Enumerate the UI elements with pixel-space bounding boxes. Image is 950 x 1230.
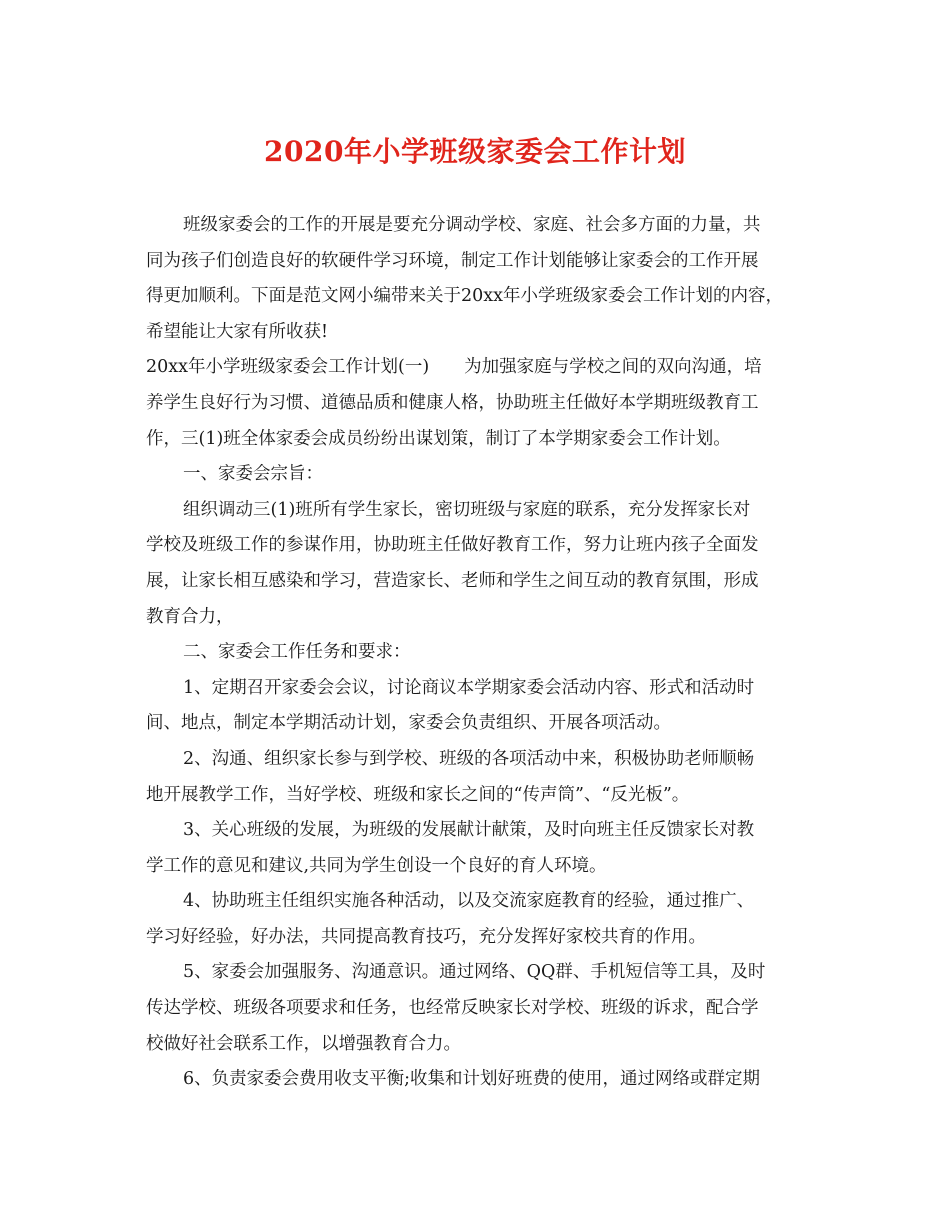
list-item-line: 学工作的意见和建议,共同为学生创设一个良好的育人环境。 xyxy=(146,855,607,876)
list-item-line: 3、关心班级的发展，为班级的发展献计献策，及时向班主任反馈家长对教 xyxy=(183,820,755,841)
body-line: 养学生良好行为习惯、道德品质和健康人格，协助班主任做好本学期班级教育工 xyxy=(146,392,759,413)
list-item-line: 间、地点，制定本学期活动计划，家委会负责组织、开展各项活动。 xyxy=(146,713,671,734)
body-line: 教育合力， xyxy=(146,606,234,627)
section-heading: 二、家委会工作任务和要求： xyxy=(183,642,411,663)
list-item-line: 5、家委会加强服务、沟通意识。通过网络、QQ群、手机短信等工具，及时 xyxy=(183,962,766,983)
list-item-line: 地开展教学工作，当好学校、班级和家长之间的“传声筒”、“反光板”。 xyxy=(146,784,690,805)
body-line: 得更加顺利。下面是范文网小编带来关于20xx年小学班级家委会工作计划的内容， xyxy=(146,286,784,307)
body-line: 希望能让大家有所收获! xyxy=(146,321,329,342)
list-item-line: 校做好社会联系工作，以增强教育合力。 xyxy=(146,1033,461,1054)
body-line: 同为孩子们创造良好的软硬件学习环境，制定工作计划能够让家委会的工作开展 xyxy=(146,250,759,271)
list-item-line: 6、负责家委会费用收支平衡;收集和计划好班费的使用，通过网络或群定期 xyxy=(183,1069,761,1090)
list-item-line: 学习好经验，好办法，共同提高教育技巧，充分发挥好家校共育的作用。 xyxy=(146,926,706,947)
document-title: 2020年小学班级家委会工作计划 xyxy=(264,135,686,168)
body-line: 班级家委会的工作的开展是要充分调动学校、家庭、社会多方面的力量，共 xyxy=(183,215,761,235)
list-item-line: 传达学校、班级各项要求和任务，也经常反映家长对学校、班级的诉求，配合学 xyxy=(146,998,759,1019)
body-line: 作，三(1)班全体家委会成员纷纷出谋划策，制订了本学期家委会工作计划。 xyxy=(146,428,731,449)
section-heading: 一、家委会宗旨： xyxy=(183,464,323,485)
list-item-line: 1、定期召开家委会会议，讨论商议本学期家委会活动内容、形式和活动时 xyxy=(183,677,755,698)
list-item-line: 4、协助班主任组织实施各种活动，以及交流家庭教育的经验，通过推广、 xyxy=(183,891,755,912)
document-body xyxy=(146,208,816,1098)
body-line: 组织调动三(1)班所有学生家长，密切班级与家庭的联系，充分发挥家长对 xyxy=(183,499,751,520)
list-item-line: 2、沟通、组织家长参与到学校、班级的各项活动中来，积极协助老师顺畅 xyxy=(183,748,755,769)
body-line: 学校及班级工作的参谋作用，协助班主任做好教育工作，努力让班内孩子全面发 xyxy=(146,535,759,556)
body-line: 20xx年小学班级家委会工作计划(一) 为加强家庭与学校之间的双向沟通，培 xyxy=(146,357,762,378)
body-line: 展，让家长相互感染和学习，营造家长、老师和学生之间互动的教育氛围，形成 xyxy=(146,570,759,591)
